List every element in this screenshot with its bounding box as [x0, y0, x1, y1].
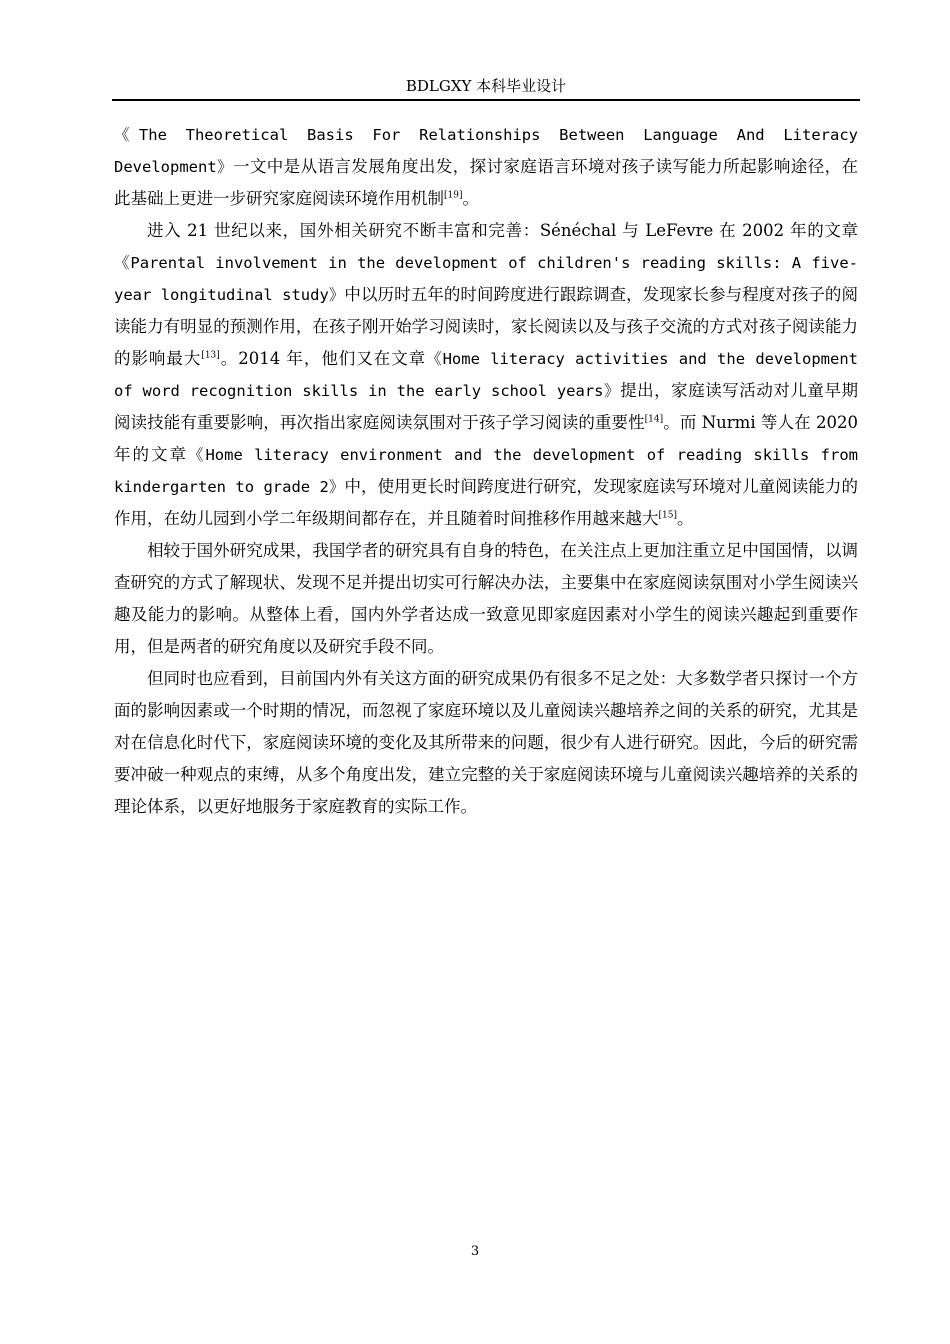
paragraph-text: 但同时也应看到，目前国内外有关这方面的研究成果仍有很多不足之处：大多数学者只探讨一个方面的影响因素或一个时期的情况，而忽视了家庭环境以及儿童阅读兴趣培养之间的关系的研究，尤其是对在信息化时代下，家庭阅读环境的变化及其所带来的问题，很少有人进行研究。因此，今后的研究需要冲破一种观点的束缚，从多个角度出发，建立完整的关于家庭阅读环境与儿童阅读兴趣培养的关系的理论体系，以更好地服务于家庭教育的实际工作。	[114, 669, 858, 816]
body-text	[114, 119, 858, 823]
paragraph-text: 提出，家庭读写活动对儿童早期阅读技能有重要影响，再次指出家庭阅读氛围对于孩子学习阅读的重要性	[114, 381, 858, 432]
citation-marker: [15]	[658, 510, 677, 521]
paragraph-text: 。	[676, 509, 694, 528]
page-number: 3	[470, 1244, 480, 1259]
reference-title: 《The Theoretical Basis For Relationships Between Language And Literacy Development》	[114, 126, 858, 176]
paragraph-text: 中以历时五年的时间跨度进行跟踪调查，发现家长参与程度对孩子的阅读能力有明显的预测作用，在孩子刚开始学习阅读时，家长阅读以及与孩子交流的方式对孩子阅读能力的影响最大	[114, 285, 859, 368]
citation-marker: [19]	[444, 190, 463, 201]
paragraph	[114, 119, 858, 215]
paragraph	[114, 663, 858, 823]
citation-marker: [13]	[201, 350, 220, 361]
paragraph	[114, 215, 858, 535]
paragraph	[114, 535, 858, 663]
reference-title: 《Parental involvement in the development of children's reading skills: A five-year longitudinal study》	[114, 254, 858, 304]
paragraph-text: 。	[462, 189, 479, 208]
paragraph-text: 相较于国外研究成果，我国学者的研究具有自身的特色，在关注点上更加注重立足中国国情，以调查研究的方式了解现状、发现不足并提出切实可行解决办法，主要集中在家庭阅读氛围对小学生阅读兴趣及能力的影响。从整体上看，国内外学者达成一致意见即家庭因素对小学生的阅读兴趣起到重要作用，但是两者的研究角度以及研究手段不同。	[114, 541, 858, 656]
reference-title: 《Home literacy environment and the development of reading skills from kindergarten to grade 2》	[114, 446, 859, 496]
paragraph-text: 。2014 年，他们又在文章	[219, 349, 427, 368]
paragraph-text: 进入 21 世纪以来，国外相关研究不断丰富和完善：Sénéchal 与 LeFevre 在 2002 年的文章	[147, 221, 858, 240]
paragraph-text: 。而 Nurmi 等人在 2020 年的文章	[114, 413, 859, 464]
header-divider	[112, 99, 860, 101]
page-header-title: BDLGXY 本科毕业设计	[405, 77, 567, 95]
citation-marker: [14]	[644, 414, 664, 425]
paragraph-text: 一文中是从语言发展角度出发，探讨家庭语言环境对孩子读写能力所起影响途径，在此基础上更进一步研究家庭阅读环境作用机制	[114, 157, 859, 208]
paragraph-text: 中，使用更长时间跨度进行研究，发现家庭读写环境对儿童阅读能力的作用，在幼儿园到小学二年级期间都存在，并且随着时间推移作用越来越大	[114, 477, 858, 528]
reference-title: 《Home literacy activities and the development of word recognition skills in the early school years》	[114, 350, 858, 400]
